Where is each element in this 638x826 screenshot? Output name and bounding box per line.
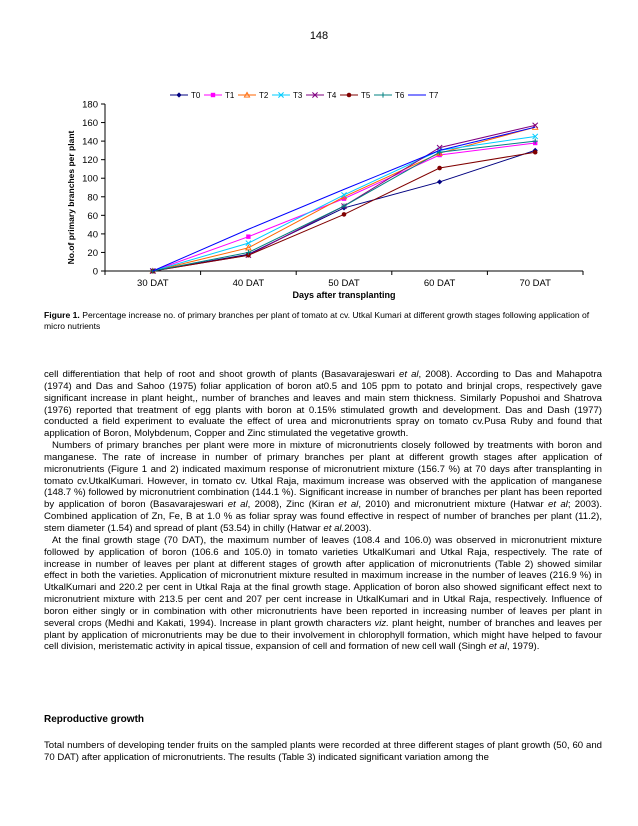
legend-item-t4 bbox=[306, 91, 337, 100]
data-point bbox=[246, 234, 250, 238]
italic-et-al: et al bbox=[488, 641, 507, 653]
section-heading: Reproductive growth bbox=[44, 714, 145, 725]
data-point bbox=[342, 212, 347, 217]
figure-label: Figure 1. bbox=[44, 310, 80, 320]
paragraph-1-text: , 2008). According to Das and Mahapotra (1974) and Das and Sahoo (1975) foliar application of boron at0.5 and 105 ppm to potato and brinjal crops, respectively gave significant increase in plant height,, number of branches and leaves and main stem thickness. Similarly Popushoi and Shatrova (1976) reported that treatment of egg plants with boron at 0.15% stimulated growth and development. Das and Dash (1977) conducted a field experiment to evaluate the effect of urea and micronutrients spray on tomato cv.Pusa Ruby and found that application of Boron, Molybdenum, Copper and Zinc stimulated the vegetative growth. bbox=[44, 369, 602, 440]
legend-label: T2 bbox=[259, 91, 269, 100]
legend-label: T1 bbox=[225, 91, 235, 100]
series-t6 bbox=[150, 139, 538, 274]
italic-et-al: et al bbox=[548, 499, 568, 511]
legend-marker bbox=[211, 93, 215, 97]
legend-item-t5 bbox=[340, 91, 371, 100]
legend-marker bbox=[347, 93, 352, 98]
paragraph-1-text: cell differentiation that help of root and shoot growth of plants (Basavarajeswari bbox=[44, 369, 399, 380]
x-tick-label: 30 DAT bbox=[137, 278, 169, 289]
x-tick-label: 60 DAT bbox=[423, 278, 456, 289]
paragraph-2-text: ; 2003). Combined application of Zn, Fe, B at 1.0 % as foliar spray was found effective in respect of number of branches per plant (11.2), stem diameter (1.54) and spread of plant (53.54) in chilly (Hatwar bbox=[44, 499, 603, 534]
legend bbox=[170, 91, 439, 100]
page-number: 148 bbox=[309, 30, 329, 42]
body-text bbox=[44, 369, 602, 653]
legend-marker bbox=[380, 92, 385, 97]
legend-item-t2 bbox=[238, 91, 269, 100]
paragraph-2-text: Numbers of primary branches per plant were more in mixture of micronutrients closely followed by treatments with boron and manganese. The rate of increase in number of primary branches per plant at different growth stages after application of micronutrients (Figure 1 and 2) indicated maximum response of micronutrient mixture (156.7 %) at 70 days after transplanting in tomato cv.UtkalKumari. However, in tomato cv. Utkal Raja, maximum increase was observed with the application of manganese (148.7 %) followed by micronutrient combination (144.1 %). Significant increase in number of branches per plant has been reported by application of boron (Basavarajeswari bbox=[44, 440, 602, 511]
legend-marker bbox=[176, 92, 181, 97]
legend-label: T5 bbox=[361, 91, 371, 100]
y-tick-label: 40 bbox=[87, 229, 98, 241]
legend-label: T0 bbox=[191, 91, 201, 100]
paragraph-2-text: , 2008), Zinc (Kiran bbox=[247, 499, 339, 511]
x-tick-label: 70 DAT bbox=[519, 278, 551, 289]
italic-viz: viz. bbox=[374, 617, 389, 629]
legend-label: T4 bbox=[327, 91, 337, 100]
y-tick-label: 60 bbox=[87, 210, 98, 222]
paragraph-3-text: plant height, number of branches and leaves per plant by application of micronutrients may be due to their involvement in chlorophyll formation, which might have helped to favour cell division, meristematic activity in apical tissue, expansion of cell and formation of new cell wall (Singh bbox=[44, 617, 602, 653]
italic-et-al: et al. bbox=[323, 522, 345, 534]
x-tick-label: 40 DAT bbox=[232, 278, 265, 289]
paragraph-2-text: , 2010) and micronutrient mixture (Hatwar bbox=[358, 499, 548, 511]
data-point bbox=[533, 150, 538, 155]
paragraph-3-text: , 1979). bbox=[506, 641, 540, 653]
line-chart bbox=[0, 0, 638, 305]
legend-item-t6 bbox=[374, 91, 405, 100]
figure-caption bbox=[44, 310, 604, 332]
italic-et-al: et al bbox=[227, 499, 248, 511]
y-tick-label: 120 bbox=[82, 155, 98, 167]
data-point bbox=[437, 166, 442, 171]
legend-label: T7 bbox=[429, 91, 439, 100]
y-tick-label: 0 bbox=[92, 266, 98, 278]
legend-label: T3 bbox=[293, 91, 303, 100]
figure-caption-text: Percentage increase no. of primary branches per plant of tomato at cv. Utkal Kumari at different growth stages following application of micro nutrients bbox=[44, 310, 590, 331]
y-tick-label: 80 bbox=[87, 192, 98, 204]
paragraph-3 bbox=[44, 535, 602, 653]
y-tick-label: 20 bbox=[87, 247, 98, 259]
x-tick-label: 50 DAT bbox=[328, 278, 360, 289]
legend-item-t3 bbox=[272, 91, 303, 100]
legend-item-t0 bbox=[170, 91, 201, 100]
x-axis-title: Days after transplanting bbox=[292, 290, 396, 300]
y-tick-label: 100 bbox=[82, 173, 98, 185]
data-point bbox=[437, 179, 442, 184]
italic-et-al: et al bbox=[338, 499, 359, 511]
paragraph-2-text: 2003). bbox=[344, 522, 372, 534]
legend-item-t1 bbox=[204, 91, 235, 100]
y-axis-title: No.of primary branches per plant bbox=[66, 130, 76, 265]
paragraph-2 bbox=[44, 440, 602, 535]
y-tick-label: 140 bbox=[82, 136, 98, 148]
paragraph-1 bbox=[44, 369, 602, 440]
section-text: Total numbers of developing tender fruits on the sampled plants were recorded at three different stages of plant growth (50, 60 and 70 DAT) after application of micronutrients. The results (Table 3) indicated significant variation among the bbox=[44, 740, 602, 763]
series-line bbox=[153, 152, 535, 271]
legend-item-t7 bbox=[408, 91, 439, 100]
italic-et-al: et al bbox=[398, 369, 419, 380]
y-tick-label: 180 bbox=[82, 99, 98, 111]
paragraph-3-text: At the final growth stage (70 DAT), the maximum number of leaves (108.4 and 106.0) was observed in micronutrient mixture followed by application of boron (106.6 and 105.0) in tomato varieties UtkalKumari and Utkal Raja, respectively. The rate of increase in number of leaves per plant at different stages of growth after application of micronutrients (Table 2) showed similar effect in both the varieties. Application of micronutrient mixture resulted in maximum increase in the number of leaves (216.9 %) in UtkalKumari and 220.2 per cent in Utkal Raja at the final growth stage. Application of boron also showed significant effect next to micronutrient mixture with 213.5 per cent and 207 per cent increase in UtkalKumari and in Utkal Raja, respectively. Influence of boron either singly or in combination with other micronutrients have been reported in increasing number of leaves per plant in several crops (Medhi and Kakati, 1994). Increase in plant growth characters bbox=[44, 534, 602, 629]
y-tick-label: 160 bbox=[82, 118, 98, 130]
legend-label: T6 bbox=[395, 91, 405, 100]
series-line bbox=[153, 150, 535, 271]
